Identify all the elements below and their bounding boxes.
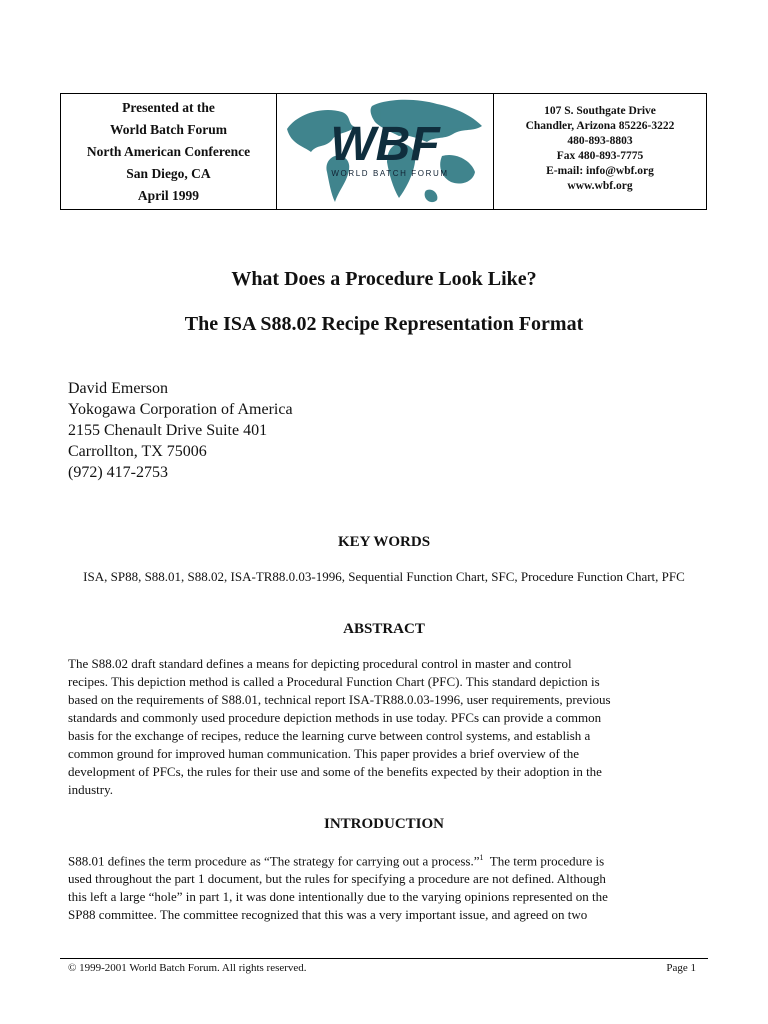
header-box xyxy=(60,93,707,210)
footer-rule xyxy=(60,958,708,959)
author-name: David Emerson xyxy=(68,380,168,397)
abstract-line: recipes. This depiction method is called a Procedural Function Chart (PFC). This standard depiction is xyxy=(68,674,600,689)
wbf-logo xyxy=(277,94,494,209)
abstract-line: based on the requirements of S88.01, technical report ISA-TR88.0.03-1996, user requirements, previous xyxy=(68,692,611,707)
footnote-ref: 1 xyxy=(479,853,484,862)
phone-line: 480-893-8803 xyxy=(567,134,633,147)
introduction-heading: INTRODUCTION xyxy=(323,816,444,832)
footer-page-number: Page 1 xyxy=(666,962,696,974)
intro-line-text: S88.01 defines the term procedure as “The strategy for carrying out a process.” xyxy=(68,853,480,869)
world-map-logo-graphic xyxy=(277,94,493,209)
fax-line: Fax 480-893-7775 xyxy=(556,149,644,162)
conference-line: April 1999 xyxy=(137,187,200,203)
conference-line: Presented at the xyxy=(122,99,215,115)
author-address: 2155 Chenault Drive Suite 401 xyxy=(68,422,268,439)
conference-line: North American Conference xyxy=(86,143,251,159)
introduction-line: SP88 committee. The committee recognized that this was a very important issue, and agreed on two xyxy=(68,907,588,923)
abstract-text xyxy=(68,655,700,799)
introduction-line: this left a large “hole” in part 1, it was done intentionally due to the varying opinions represented on the xyxy=(68,889,608,905)
abstract-line: industry. xyxy=(68,782,114,797)
introduction-line: used throughout the part 1 document, but the rules for specifying a procedure are not defined. Although xyxy=(68,871,606,887)
address-line: Chandler, Arizona 85226-3222 xyxy=(525,119,675,132)
conference-line: San Diego, CA xyxy=(126,165,211,181)
keywords-text: ISA, SP88, S88.01, S88.02, ISA-TR88.0.03-1996, Sequential Function Chart, SFC, Procedure Function Chart, PFC xyxy=(83,569,685,584)
contact-info xyxy=(494,94,706,209)
abstract-heading: ABSTRACT xyxy=(343,621,425,637)
abstract-line: common ground for improved human communication. This paper provides a brief overview of the xyxy=(68,746,579,761)
author-phone: (972) 417-2753 xyxy=(68,464,168,481)
footer-copyright: © 1999-2001 World Batch Forum. All rights reserved. xyxy=(68,962,307,974)
paper-title-line2: The ISA S88.02 Recipe Representation Format xyxy=(184,313,584,335)
author-block xyxy=(68,378,293,483)
keywords-heading: KEY WORDS xyxy=(337,534,431,550)
author-affiliation: Yokogawa Corporation of America xyxy=(68,401,293,418)
introduction-text xyxy=(68,849,700,924)
conference-line: World Batch Forum xyxy=(110,121,227,137)
abstract-line: standards and commonly used procedure depiction methods in use today. PFCs can provide a common xyxy=(68,710,602,725)
abstract-line: development of PFCs, the rules for their use and some of the benefits expected by their adoption in the xyxy=(68,764,602,779)
author-city: Carrollton, TX 75006 xyxy=(68,443,207,460)
email-line: E-mail: info@wbf.org xyxy=(546,164,654,177)
paper-title-line1: What Does a Procedure Look Like? xyxy=(231,268,537,290)
abstract-line: basis for the exchange of recipes, reduce the learning curve between control systems, and establish a xyxy=(68,728,591,743)
website-line: www.wbf.org xyxy=(567,179,633,192)
introduction-line xyxy=(68,849,700,870)
intro-line-text: The term procedure is xyxy=(483,853,605,869)
logo-caption: WORLD BATCH FORUM xyxy=(331,169,449,178)
address-line: 107 S. Southgate Drive xyxy=(544,104,656,117)
logo-text: WBF xyxy=(330,118,440,171)
conference-info xyxy=(61,94,277,209)
abstract-line: The S88.02 draft standard defines a means for depicting procedural control in master and control xyxy=(68,656,572,671)
